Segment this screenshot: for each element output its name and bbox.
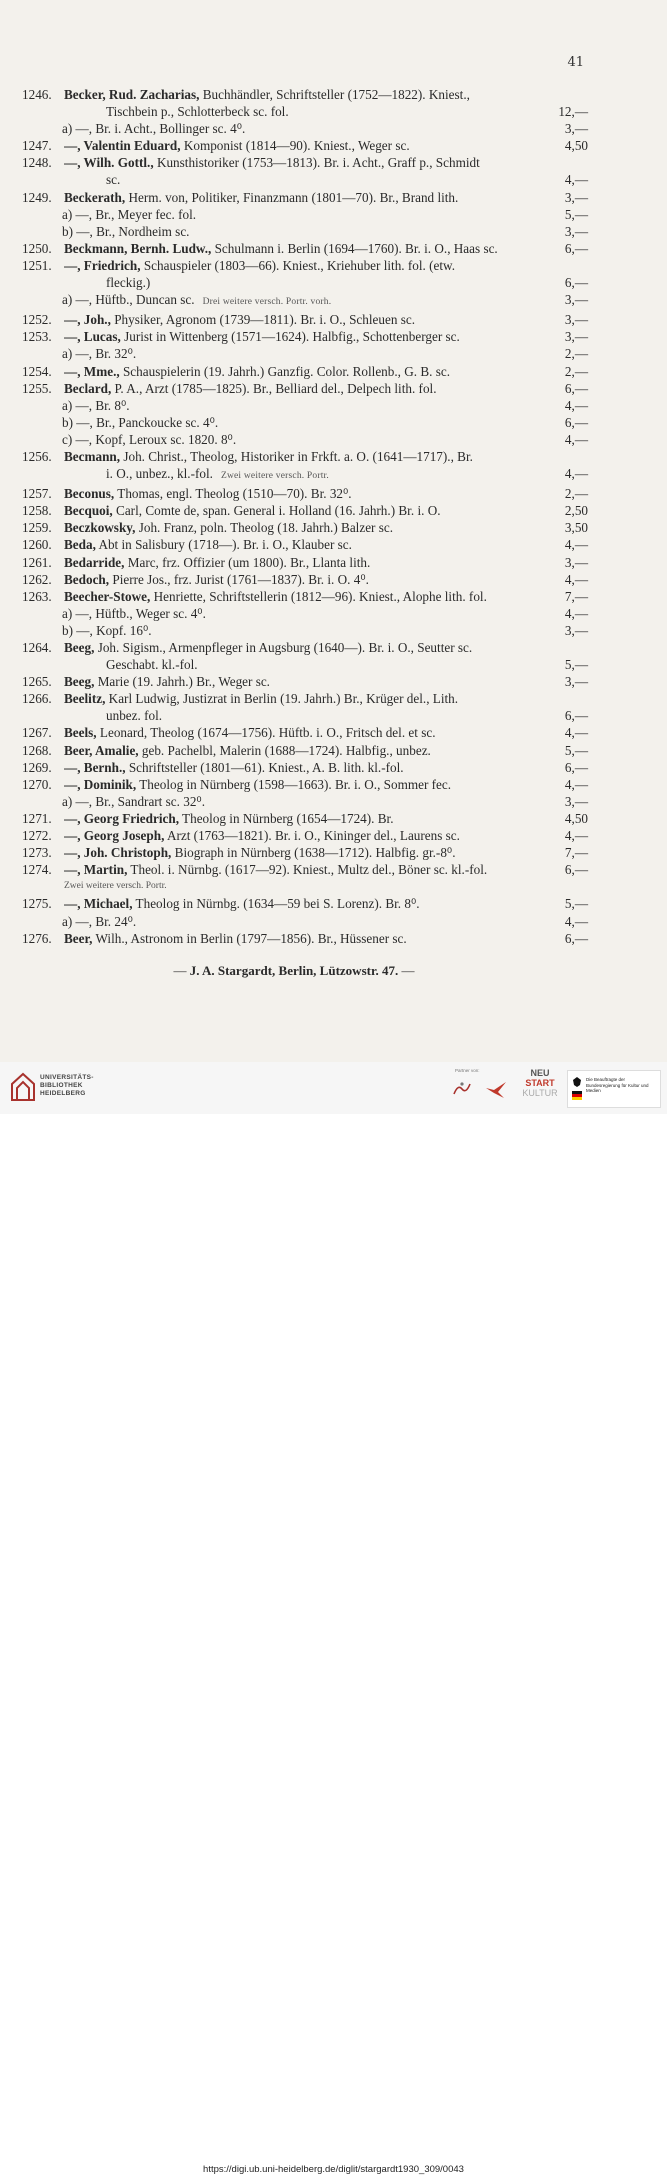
catalog-entry xyxy=(22,485,588,502)
entry-description: Komponist (1814—90). Kniest., Weger sc. xyxy=(180,138,410,154)
entry-number: 1265. xyxy=(22,674,52,690)
entry-price: 7,— xyxy=(564,845,588,861)
entry-number: 1263. xyxy=(22,588,52,604)
entry-description: a) —, Br. 8⁰. xyxy=(62,397,130,413)
entry-variant-line xyxy=(22,291,588,311)
entry-description: a) —, Br., Sandrart sc. 32⁰. xyxy=(62,793,205,809)
entry-description: Marie (19. Jahrh.) Br., Weger sc. xyxy=(94,674,270,690)
entry-description: c) —, Kopf, Leroux sc. 1820. 8⁰. xyxy=(62,431,237,447)
entry-number: 1259. xyxy=(22,520,52,536)
entry-variant-line xyxy=(22,431,588,448)
entry-note: Drei weitere versch. Portr. vorh. xyxy=(202,297,332,308)
page-footer xyxy=(0,963,588,979)
entry-description: Karl Ludwig, Justizrat in Berlin (19. Jahrh.) Br., Krüger del., Lith. xyxy=(105,691,459,707)
entry-description: fleckig.) xyxy=(106,275,151,291)
bkm-text: Die Beauftragte der Bundesregierung für Kultur und Medien xyxy=(586,1077,649,1094)
catalog-entry xyxy=(22,673,588,690)
entry-description: Jurist in Wittenberg (1571—1624). Halbfig., Schottenberger sc. xyxy=(120,329,460,345)
entry-description: Geschabt. kl.-fol. xyxy=(106,657,198,673)
entry-line xyxy=(22,363,588,380)
entry-price: 6,— xyxy=(564,862,588,878)
entry-note: Zwei weitere versch. Portr. xyxy=(220,471,329,482)
entry-price: 3,— xyxy=(564,793,588,809)
entry-name: Becquoi, xyxy=(64,503,113,519)
entry-line xyxy=(22,485,588,502)
entry-number: 1267. xyxy=(22,725,52,741)
entry-number: 1257. xyxy=(22,486,52,502)
entry-price: 3,— xyxy=(564,121,588,137)
entry-number: 1246. xyxy=(22,87,52,102)
entry-price: 4,— xyxy=(564,725,588,741)
entry-line xyxy=(22,571,588,588)
catalog-entry xyxy=(22,639,588,673)
scanned-page xyxy=(0,0,667,1062)
entry-name: Beczkowsky, xyxy=(64,520,136,536)
entry-description: b) —, Kopf. 16⁰. xyxy=(62,622,152,638)
entry-continuation-line xyxy=(22,274,588,291)
entry-number: 1273. xyxy=(22,845,52,861)
entry-number: 1274. xyxy=(22,862,52,878)
entry-price: 6,— xyxy=(564,414,588,430)
entry-line xyxy=(22,673,588,690)
entry-description: sc. xyxy=(106,172,121,188)
entry-variant-line xyxy=(22,793,588,810)
entry-line xyxy=(22,328,588,345)
entry-continuation-line xyxy=(22,103,588,120)
entry-description: Thomas, engl. Theolog (1510—70). Br. 32⁰. xyxy=(114,486,352,502)
footer-publisher: J. A. Stargardt, Berlin, Lützowstr. 47. xyxy=(189,963,399,978)
entry-description: Physiker, Agronom (1739—1811). Br. i. O., Schleuen sc. xyxy=(110,312,416,328)
entry-description: Herm. von, Politiker, Finanzmann (1801—70). Br., Brand lith. xyxy=(125,189,459,205)
entry-name: Becmann, xyxy=(64,448,121,464)
entry-name: Beclard, xyxy=(64,380,112,396)
neustart-kultur-logo[interactable]: NEU START KULTUR xyxy=(522,1068,558,1098)
catalog-entry xyxy=(22,380,588,448)
federal-eagle-icon xyxy=(572,1076,582,1088)
entry-number: 1248. xyxy=(22,155,52,171)
entry-price: 3,— xyxy=(564,292,588,308)
entry-variant-line xyxy=(22,397,588,414)
entry-line xyxy=(22,588,588,605)
entry-price: 5,— xyxy=(564,657,588,673)
entry-number: 1250. xyxy=(22,240,52,256)
entry-name: —, Wilh. Gottl., xyxy=(64,155,154,171)
entry-price: 7,— xyxy=(564,588,588,604)
permalink-url[interactable]: https://digi.ub.uni-heidelberg.de/diglit/stargardt1930_309/0043 xyxy=(203,2164,464,2175)
entry-description: Kunsthistoriker (1753—1813). Br. i. Acht., Graff p., Schmidt xyxy=(153,155,480,171)
entry-continuation-line xyxy=(22,707,588,724)
entry-name: Beecher-Stowe, xyxy=(64,588,151,604)
entry-price: 4,— xyxy=(564,431,588,447)
german-flag-icon xyxy=(572,1091,582,1100)
entry-line xyxy=(22,189,588,206)
entry-description: Joh. Christ., Theolog, Historiker in Frkft. a. O. (1641—1717)., Br. xyxy=(120,448,473,464)
entry-name: Beels, xyxy=(64,725,97,741)
entry-note: Zwei weitere versch. Portr. xyxy=(64,881,167,892)
entry-description: Buchhändler, Schriftsteller (1752—1822). Kniest., xyxy=(199,87,470,102)
entry-line xyxy=(22,257,588,274)
entry-price: 4,— xyxy=(564,537,588,553)
entry-description: Schulmann i. Berlin (1694—1760). Br. i. O., Haas sc. xyxy=(211,240,498,256)
entry-description: i. O., unbez., kl.-fol. xyxy=(106,466,213,482)
entry-price: 6,— xyxy=(564,240,588,256)
entry-line xyxy=(22,930,588,947)
entry-line xyxy=(22,759,588,776)
catalog-entry xyxy=(22,930,588,947)
catalog-entry xyxy=(22,724,588,741)
entry-line xyxy=(22,448,588,465)
entry-name: —, Friedrich, xyxy=(64,257,141,273)
entry-number: 1249. xyxy=(22,189,52,205)
entry-number: 1252. xyxy=(22,312,52,328)
footer-dash-left: — xyxy=(173,963,187,978)
catalog-entry xyxy=(22,311,588,328)
entry-line xyxy=(22,742,588,759)
entry-price: 4,— xyxy=(564,172,588,188)
university-library-logo-icon xyxy=(10,1072,36,1102)
entry-description: a) —, Br. 24⁰. xyxy=(62,913,137,929)
entry-price: 2,— xyxy=(564,346,588,362)
entry-description: Theolog in Nürnbg. (1634—59 bei S. Lorenz). Br. 8⁰. xyxy=(132,896,420,912)
entry-line xyxy=(22,240,588,257)
catalog-entry xyxy=(22,759,588,776)
entry-continuation-line xyxy=(22,171,588,188)
entry-description: Carl, Comte de, span. General i. Holland (16. Jahrh.) Br. i. O. xyxy=(112,503,441,519)
entry-number: 1269. xyxy=(22,759,52,775)
entry-price: 4,50 xyxy=(564,810,588,826)
entry-number: 1262. xyxy=(22,571,52,587)
catalog-entry xyxy=(22,588,588,639)
entry-number: 1253. xyxy=(22,329,52,345)
entry-description: Theolog in Nürnberg (1654—1724). Br. xyxy=(179,810,394,826)
catalog-entry xyxy=(22,776,588,810)
catalog-entry xyxy=(22,844,588,861)
entry-description: Pierre Jos., frz. Jurist (1761—1837). Br. i. O. 4⁰. xyxy=(109,571,369,587)
catalog-entry xyxy=(22,571,588,588)
entry-line xyxy=(22,536,588,553)
entry-price: 4,— xyxy=(564,466,588,482)
entry-variant-line xyxy=(22,622,588,639)
entry-line xyxy=(22,380,588,397)
entry-price: 3,— xyxy=(564,189,588,205)
entry-price: 4,— xyxy=(564,605,588,621)
catalog-entry xyxy=(22,137,588,154)
entry-name: Bedarride, xyxy=(64,554,125,570)
entry-variant-line xyxy=(22,206,588,223)
entry-price: 3,— xyxy=(564,329,588,345)
catalog-entry xyxy=(22,240,588,257)
entry-number: 1271. xyxy=(22,810,52,826)
entry-number: 1251. xyxy=(22,257,52,273)
entry-variant-line xyxy=(22,913,588,930)
entry-name: —, Mme., xyxy=(64,363,120,379)
entry-description: Leonard, Theolog (1674—1756). Hüftb. i. O., Fritsch del. et sc. xyxy=(96,725,436,741)
entry-name: —, Lucas, xyxy=(64,329,121,345)
entry-number: 1247. xyxy=(22,138,52,154)
entry-name: Beelitz, xyxy=(64,691,106,707)
entry-price: 4,— xyxy=(564,776,588,792)
entry-description: Joh. Sigism., Armenpfleger in Augsburg (1640—). Br. i. O., Seutter sc. xyxy=(94,640,473,655)
partner-logo-icon[interactable] xyxy=(452,1080,472,1098)
entry-line xyxy=(22,554,588,571)
entry-number: 1261. xyxy=(22,554,52,570)
entry-price: 4,— xyxy=(564,571,588,587)
partner-bird-logo-icon[interactable] xyxy=(484,1078,508,1100)
catalog-entry xyxy=(22,154,588,188)
entry-price: 3,— xyxy=(564,674,588,690)
entry-number: 1268. xyxy=(22,742,52,758)
entry-price: 3,— xyxy=(564,554,588,570)
entry-price: 3,— xyxy=(564,312,588,328)
footer-dash-right: — xyxy=(401,963,415,978)
entry-price: 3,— xyxy=(564,622,588,638)
catalog-entry xyxy=(22,189,588,240)
entry-continuation-line xyxy=(22,465,588,485)
entry-description: Schauspielerin (19. Jahrh.) Ganzfig. Color. Rollenb., G. B. sc. xyxy=(119,363,451,379)
entry-description: Schriftsteller (1801—61). Kniest., A. B. lith. kl.-fol. xyxy=(125,759,404,775)
entry-description: unbez. fol. xyxy=(106,708,163,724)
entry-description: Biograph in Nürnberg (1638—1712). Halbfig. gr.-8⁰. xyxy=(171,845,456,861)
entry-price: 6,— xyxy=(564,708,588,724)
catalog-entry xyxy=(22,363,588,380)
catalog-entry xyxy=(22,861,588,895)
catalog-entry xyxy=(22,328,588,362)
entry-description: b) —, Br., Nordheim sc. xyxy=(62,223,190,239)
entry-price: 6,— xyxy=(564,380,588,396)
entry-number: 1276. xyxy=(22,930,52,946)
entry-name: Beer, xyxy=(64,930,93,946)
entry-line xyxy=(22,86,588,103)
page-number: 41 xyxy=(567,55,584,70)
catalog-entry xyxy=(22,742,588,759)
entry-description: Tischbein p., Schlotterbeck sc. fol. xyxy=(106,104,289,120)
entry-description: Abt in Salisbury (1718—). Br. i. O., Klauber sc. xyxy=(95,537,352,553)
entry-line xyxy=(22,810,588,827)
entry-variant-line xyxy=(22,223,588,240)
entry-description: Arzt (1763—1821). Br. i. O., Kininger del., Laurens sc. xyxy=(164,828,460,844)
entry-name: Beeg, xyxy=(64,674,95,690)
entry-description: geb. Pachelbl, Malerin (1688—1724). Halbfig., unbez. xyxy=(138,742,431,758)
entry-price: 6,— xyxy=(564,759,588,775)
entry-price: 4,— xyxy=(564,828,588,844)
catalog-entry xyxy=(22,502,588,519)
entry-number: 1256. xyxy=(22,448,52,464)
entry-description: a) —, Hüftb., Weger sc. 4⁰. xyxy=(62,605,206,621)
entry-name: —, Georg Friedrich, xyxy=(64,810,179,826)
entry-line xyxy=(22,827,588,844)
entry-line xyxy=(22,154,588,171)
entry-name: Beeg, xyxy=(64,640,95,655)
entry-number: 1255. xyxy=(22,380,52,396)
entry-description: P. A., Arzt (1785—1825). Br., Belliard del., Delpech lith. fol. xyxy=(111,380,437,396)
entry-description: a) —, Hüftb., Duncan sc. xyxy=(62,292,195,308)
entry-price: 3,50 xyxy=(564,520,588,536)
entry-description: b) —, Br., Panckoucke sc. 4⁰. xyxy=(62,414,219,430)
university-library-name[interactable]: UNIVERSITÄTS- BIBLIOTHEK HEIDELBERG xyxy=(40,1074,94,1097)
entry-price: 4,— xyxy=(564,913,588,929)
entry-price: 3,— xyxy=(564,223,588,239)
entry-number: 1275. xyxy=(22,896,52,912)
entry-name: Beda, xyxy=(64,537,96,553)
entry-price: 2,— xyxy=(564,486,588,502)
partner-label: Partner von: xyxy=(455,1068,480,1073)
entry-name: —, Valentin Eduard, xyxy=(64,138,181,154)
entry-continuation-line xyxy=(22,656,588,673)
catalog-entries xyxy=(22,86,588,947)
entry-line xyxy=(22,137,588,154)
entry-line xyxy=(22,861,588,878)
entry-line xyxy=(22,895,588,912)
entry-name: Beckerath, xyxy=(64,189,126,205)
entry-line xyxy=(22,724,588,741)
entry-description: a) —, Br., Meyer fec. fol. xyxy=(62,206,197,222)
entry-description: Theol. i. Nürnbg. (1617—92). Kniest., Multz del., Böner sc. kl.-fol. xyxy=(127,862,488,878)
entry-variant-line xyxy=(22,605,588,622)
entry-price: 5,— xyxy=(564,896,588,912)
viewer-bottom-bar xyxy=(0,1062,667,2175)
entry-name: —, Martin, xyxy=(64,862,128,878)
entry-line xyxy=(22,776,588,793)
entry-variant-line xyxy=(22,120,588,137)
entry-number: 1264. xyxy=(22,640,52,655)
entry-name: —, Dominik, xyxy=(64,776,137,792)
entry-name: —, Joh. Christoph, xyxy=(64,845,172,861)
catalog-entry xyxy=(22,86,588,137)
entry-name: —, Joh., xyxy=(64,312,111,328)
entry-name: —, Michael, xyxy=(64,896,133,912)
entry-variant-line xyxy=(22,345,588,362)
catalog-entry xyxy=(22,257,588,311)
entry-description: Schauspieler (1803—66). Kniest., Kriehuber lith. fol. (etw. xyxy=(140,257,456,273)
entry-description: a) —, Br. 32⁰. xyxy=(62,346,137,362)
entry-price: 5,— xyxy=(564,742,588,758)
entry-number: 1258. xyxy=(22,503,52,519)
entry-variant-line xyxy=(22,414,588,431)
catalog-entry xyxy=(22,536,588,553)
entry-name: Beconus, xyxy=(64,486,115,502)
entry-name: —, Bernh., xyxy=(64,759,126,775)
entry-note-line xyxy=(22,878,588,895)
entry-line xyxy=(22,311,588,328)
catalog-entry xyxy=(22,810,588,827)
entry-name: Bedoch, xyxy=(64,571,110,587)
entry-price: 4,50 xyxy=(564,138,588,154)
entry-line xyxy=(22,844,588,861)
entry-description: Marc, frz. Offizier (um 1800). Br., Llanta lith. xyxy=(124,554,371,570)
entry-price: 12,— xyxy=(558,104,588,120)
entry-number: 1260. xyxy=(22,537,52,553)
catalog-entry xyxy=(22,448,588,485)
catalog-entry xyxy=(22,690,588,724)
entry-description: Theolog in Nürnberg (1598—1663). Br. i. O., Sommer fec. xyxy=(136,776,452,792)
entry-number: 1266. xyxy=(22,691,52,707)
entry-line xyxy=(22,690,588,707)
entry-name: Beckmann, Bernh. Ludw., xyxy=(64,240,212,256)
entry-line xyxy=(22,519,588,536)
entry-number: 1272. xyxy=(22,828,52,844)
entry-price: 2,— xyxy=(564,363,588,379)
catalog-entry xyxy=(22,827,588,844)
entry-number: 1254. xyxy=(22,363,52,379)
entry-price: 5,— xyxy=(564,206,588,222)
entry-line xyxy=(22,639,588,656)
entry-name: Beer, Amalie, xyxy=(64,742,139,758)
entry-description: Henriette, Schriftstellerin (1812—96). Kniest., Alophe lith. fol. xyxy=(150,588,487,604)
entry-description: a) —, Br. i. Acht., Bollinger sc. 4⁰. xyxy=(62,121,246,137)
entry-name: Becker, Rud. Zacharias, xyxy=(64,87,200,102)
entry-description: Joh. Franz, poln. Theolog (18. Jahrh.) Balzer sc. xyxy=(135,520,394,536)
entry-description: Wilh., Astronom in Berlin (1797—1856). Br., Hüssener sc. xyxy=(92,930,407,946)
entry-name: —, Georg Joseph, xyxy=(64,828,165,844)
entry-price: 2,50 xyxy=(564,503,588,519)
catalog-entry xyxy=(22,519,588,536)
catalog-entry xyxy=(22,554,588,571)
entry-line xyxy=(22,502,588,519)
catalog-entry xyxy=(22,895,588,929)
bkm-logo[interactable] xyxy=(567,1070,661,1108)
entry-price: 4,— xyxy=(564,397,588,413)
entry-number: 1270. xyxy=(22,776,52,792)
entry-price: 6,— xyxy=(564,930,588,946)
entry-price: 6,— xyxy=(564,275,588,291)
